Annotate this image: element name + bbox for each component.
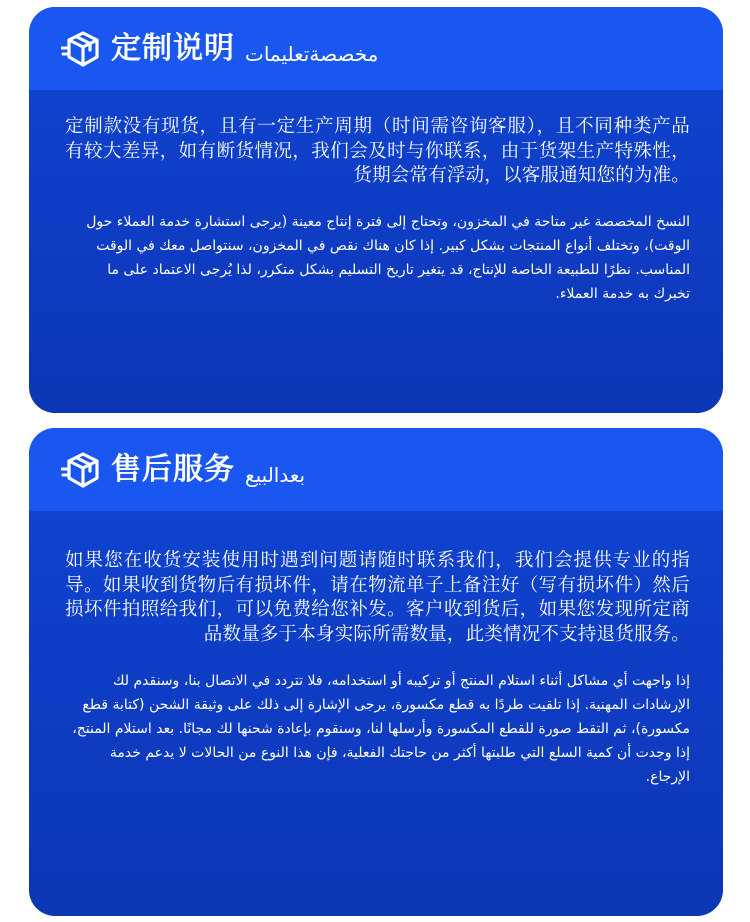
arabic-description: إذا واجهت أي مشاكل أثناء استلام المنتج أو تركيبه أو استخدامه، فلا تتردد في الاتصال بنا، وسنقدم لك الإرشادات المهنية. إذا تلقيت طردًا به قطع مكسورة، يرجى الإشارة إلى ذلك على وثيقة الشحن (كتابة قطع مكسورة)، ثم التقط صورة للقطع المكسورة وأرسلها لنا، وسنقوم بإعادة شحنها لك مجانًا. بعد استلام المنتج، إذا وجدت أن كمية السلع التي طلبتها أكثر من حاجتك الفعلية، فإن هذا النوع من الحالات لا يدعم خدمة الإرجاع. [72,673,690,785]
section-title: 定制说明 [111,30,235,66]
card-body [29,115,723,306]
box-icon [61,29,101,69]
customization-info-card [29,7,723,413]
box-icon [61,450,101,490]
after-sales-card [29,428,723,916]
section-subtitle: بعدالبيع [245,462,306,487]
section-subtitle: مخصصةتعليمات [245,41,379,66]
card-header [29,428,723,511]
arabic-description: النسخ المخصصة غير متاحة في المخزون، وتحتاج إلى فترة إنتاج معينة (يرجى استشارة خدمة العملاء حول الوقت)، وتختلف أنواع المنتجات بشكل كبير. إذا كان هناك نقص في المخزون، سنتواصل معك في الوقت المناسب. نظرًا للطبيعة الخاصة للإنتاج، قد يتغير تاريخ التسليم بشكل متكرر، لذا يُرجى الاعتماد على ما تخبرك به خدمة العملاء. [86,213,690,302]
section-title: 售后服务 [111,451,235,487]
card-header [29,7,723,90]
card-body [29,549,723,789]
chinese-description: 定制款没有现货，且有一定生产周期（时间需咨询客服），且不同种类产品有较大差异，如有断货情况，我们会及时与你联系，由于货架生产特殊性，货期会常有浮动，以客服通知您的为准。 [65,116,690,186]
chinese-description: 如果您在收货安装使用时遇到问题请随时联系我们，我们会提供专业的指导。如果收到货物后有损坏件，请在物流单子上备注好（写有损坏件）然后损坏件拍照给我们，可以免费给您补发。客户收到货后，如果您发现所定商品数量多于本身实际所需数量，此类情况不支持退货服务。 [65,550,690,645]
